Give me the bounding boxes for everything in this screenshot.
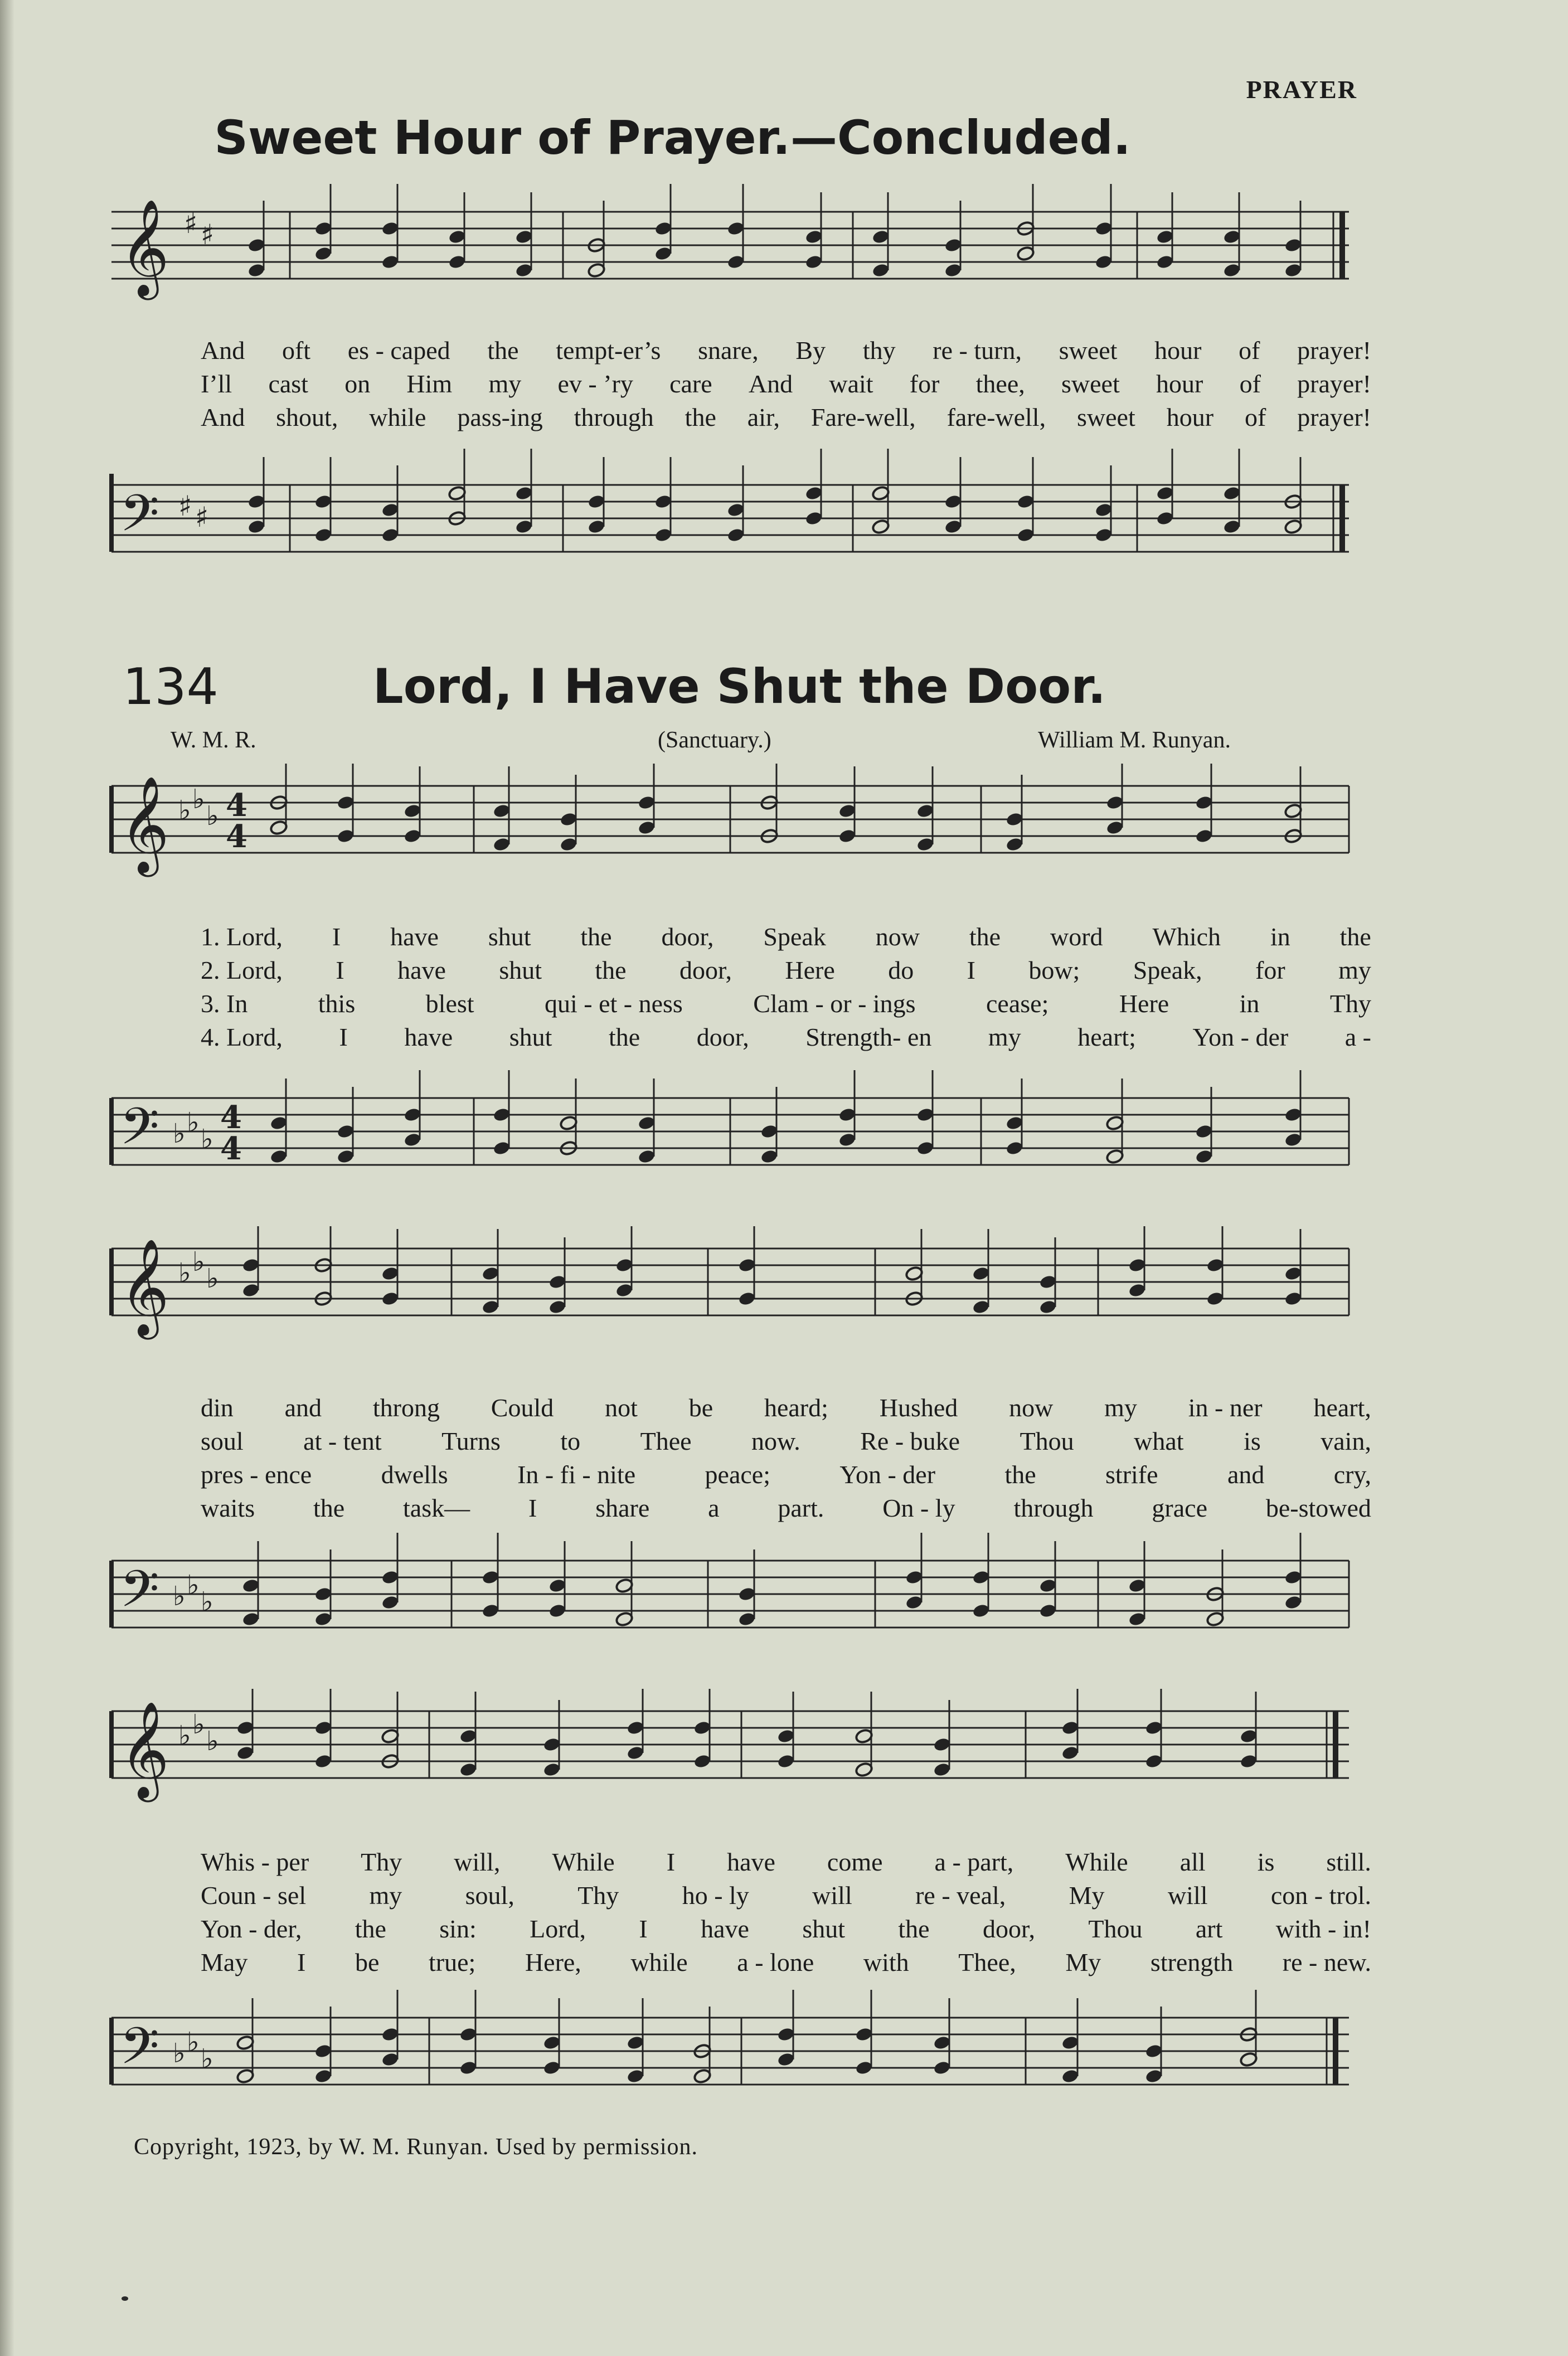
- lyric-word: din: [201, 1393, 234, 1422]
- lyric-word: Yon - der: [839, 1460, 936, 1489]
- lyric-word: Hushed: [879, 1393, 958, 1422]
- prev-hymn-lyrics: [201, 333, 1371, 434]
- lyric-word: door,: [696, 1022, 749, 1051]
- system-3-bass-staff: [0, 1979, 1568, 2118]
- hymn-title: Lord, I Have Shut the Door.: [372, 659, 1106, 715]
- lyric-word: of: [1239, 369, 1261, 398]
- lyric-word: oft: [281, 336, 311, 365]
- lyric-word: And: [748, 369, 793, 398]
- lyric-word: I: [639, 1914, 648, 1943]
- lyric-word: this: [318, 989, 356, 1018]
- system-3-lyrics: [201, 1845, 1371, 1979]
- section-tag: PRAYER: [1246, 75, 1357, 104]
- system-1-verse-1: [201, 920, 1371, 953]
- lyric-word: while: [369, 402, 426, 431]
- svg-text:𝄢: 𝄢: [120, 484, 159, 555]
- lyric-word: I: [528, 1493, 537, 1522]
- system-2-verse-4: [201, 1491, 1371, 1524]
- svg-text:♯: ♯: [201, 218, 215, 251]
- svg-text:𝄢: 𝄢: [120, 1097, 159, 1168]
- prev-lyric-line-2: [201, 367, 1371, 400]
- lyric-word: cry,: [1333, 1460, 1371, 1489]
- system-2-lyrics: [201, 1391, 1371, 1524]
- svg-text:♭: ♭: [206, 1263, 219, 1294]
- lyric-word: and: [1227, 1460, 1265, 1489]
- lyric-word: door,: [661, 922, 714, 951]
- system-1-verse-2: [201, 953, 1371, 987]
- prev-treble-staff: [0, 184, 1568, 351]
- system-2-verse-2: [201, 1424, 1371, 1458]
- lyric-word: sin:: [439, 1914, 477, 1943]
- lyric-word: on: [344, 369, 371, 398]
- lyric-word: shut: [488, 922, 531, 951]
- lyric-word: Thee: [640, 1426, 692, 1455]
- lyric-word: with: [863, 1947, 909, 1976]
- svg-text:♭: ♭: [192, 784, 205, 815]
- system-1-verse-4: [201, 1020, 1371, 1053]
- lyric-word: Here: [785, 955, 835, 984]
- svg-text:♭: ♭: [173, 1581, 186, 1612]
- lyric-word: the: [313, 1493, 345, 1522]
- lyric-word: the: [487, 336, 519, 365]
- lyric-word: dwells: [381, 1460, 448, 1489]
- lyric-word: door,: [679, 955, 732, 984]
- lyric-word: es - caped: [347, 336, 450, 365]
- lyric-word: While: [1065, 1847, 1128, 1876]
- system-3-verse-4: [201, 1945, 1371, 1979]
- lyric-word: will,: [454, 1847, 501, 1876]
- lyric-word: of: [1239, 336, 1260, 365]
- svg-text:𝄞: 𝄞: [120, 1701, 169, 1798]
- lyric-word: sweet: [1061, 369, 1120, 398]
- lyric-word: shut: [499, 955, 542, 984]
- svg-text:𝄢: 𝄢: [120, 2017, 159, 2088]
- lyric-word: 3. In: [201, 989, 248, 1018]
- lyric-word: soul,: [465, 1881, 514, 1910]
- svg-text:4: 4: [220, 1099, 242, 1136]
- svg-text:♭: ♭: [178, 1720, 191, 1751]
- copyright-notice: Copyright, 1923, by W. M. Runyan. Used by permission.: [134, 2134, 698, 2160]
- lyric-word: now: [875, 922, 920, 951]
- lyric-word: qui - et - ness: [545, 989, 683, 1018]
- system-3-verse-2: [201, 1878, 1371, 1912]
- lyric-word: will: [812, 1881, 852, 1910]
- svg-text:4: 4: [226, 787, 247, 824]
- svg-text:4: 4: [220, 1130, 242, 1167]
- lyric-word: Turns: [441, 1426, 501, 1455]
- lyric-word: have: [397, 955, 446, 984]
- prev-lyric-line-3: [201, 400, 1371, 434]
- svg-text:♭: ♭: [192, 1246, 205, 1277]
- lyric-word: be-stowed: [1265, 1493, 1371, 1522]
- system-2-bass-staff: [0, 1522, 1568, 1661]
- lyric-word: care: [669, 369, 712, 398]
- lyric-word: the: [1339, 922, 1371, 951]
- lyric-word: my: [1338, 955, 1371, 984]
- lyric-word: re - turn,: [933, 336, 1022, 365]
- lyric-word: Yon - der,: [201, 1914, 302, 1943]
- prev-lyric-line-1: [201, 333, 1371, 367]
- lyric-word: My: [1069, 1881, 1105, 1910]
- lyric-word: I: [339, 1022, 348, 1051]
- lyric-word: My: [1065, 1947, 1101, 1976]
- lyric-word: heart,: [1313, 1393, 1371, 1422]
- lyric-word: sweet: [1059, 336, 1118, 365]
- lyric-word: waits: [201, 1493, 255, 1522]
- lyric-word: door,: [982, 1914, 1035, 1943]
- lyric-word: While: [552, 1847, 615, 1876]
- svg-text:𝄞: 𝄞: [120, 199, 169, 296]
- lyric-word: now: [1009, 1393, 1054, 1422]
- lyric-word: share: [595, 1493, 650, 1522]
- lyric-word: fare-well,: [946, 402, 1046, 431]
- lyric-word: heard;: [764, 1393, 828, 1422]
- lyric-word: thy: [862, 336, 896, 365]
- lyric-word: Re - buke: [860, 1426, 960, 1455]
- lyric-word: Here: [1119, 989, 1169, 1018]
- lyric-word: blest: [425, 989, 474, 1018]
- lyric-word: hour: [1166, 402, 1214, 431]
- lyric-word: my: [488, 369, 522, 398]
- svg-text:♭: ♭: [187, 2027, 200, 2058]
- lyric-word: all: [1179, 1847, 1206, 1876]
- lyric-word: cast: [268, 369, 308, 398]
- lyric-word: Thou: [1088, 1914, 1143, 1943]
- lyric-word: I’ll: [201, 369, 232, 398]
- lyric-word: the: [595, 955, 627, 984]
- lyric-word: Coun - sel: [201, 1881, 307, 1910]
- lyric-word: the: [685, 402, 716, 431]
- svg-text:♭: ♭: [206, 1726, 219, 1757]
- svg-text:♯: ♯: [184, 207, 198, 240]
- svg-text:♯: ♯: [195, 501, 209, 533]
- lyric-word: at - tent: [303, 1426, 382, 1455]
- lyric-word: I: [666, 1847, 676, 1876]
- lyric-word: not: [605, 1393, 638, 1422]
- lyric-word: 4. Lord,: [201, 1022, 283, 1051]
- lyric-word: a - part,: [934, 1847, 1014, 1876]
- lyric-word: vain,: [1321, 1426, 1371, 1455]
- lyric-word: art: [1195, 1914, 1223, 1943]
- lyric-word: in: [1239, 989, 1260, 1018]
- system-3-verse-1: [201, 1845, 1371, 1878]
- lyric-word: cease;: [986, 989, 1049, 1018]
- lyric-word: throng: [372, 1393, 440, 1422]
- lyric-word: of: [1244, 402, 1266, 431]
- lyric-word: May: [201, 1947, 248, 1976]
- lyric-word: wait: [829, 369, 873, 398]
- lyric-word: have: [404, 1022, 453, 1051]
- system-3-treble-staff: [0, 1689, 1568, 1828]
- lyric-word: re - new.: [1282, 1947, 1371, 1976]
- lyric-word: is: [1257, 1847, 1275, 1876]
- prev-bass-staff: [0, 446, 1568, 613]
- lyric-word: hour: [1156, 369, 1203, 398]
- lyric-word: still.: [1326, 1847, 1371, 1876]
- lyric-word: Thou: [1020, 1426, 1074, 1455]
- lyric-word: shout,: [276, 402, 338, 431]
- lyric-word: Yon - der: [1192, 1022, 1289, 1051]
- lyric-word: task—: [403, 1493, 470, 1522]
- lyric-word: I: [336, 955, 344, 984]
- lyric-word: do: [888, 955, 914, 984]
- lyric-word: in: [1270, 922, 1290, 951]
- lyric-word: have: [390, 922, 439, 951]
- lyric-word: And: [201, 402, 245, 431]
- lyric-word: heart;: [1077, 1022, 1136, 1051]
- lyric-word: re - veal,: [915, 1881, 1006, 1910]
- system-2-verse-3: [201, 1458, 1371, 1491]
- lyric-word: the: [898, 1914, 930, 1943]
- lyric-word: grace: [1152, 1493, 1207, 1522]
- svg-text:4: 4: [226, 818, 247, 855]
- svg-text:𝄞: 𝄞: [120, 1238, 169, 1335]
- lyric-word: Thee,: [958, 1947, 1016, 1976]
- lyric-word: my: [369, 1881, 402, 1910]
- lyric-word: Here,: [525, 1947, 581, 1976]
- lyric-word: prayer!: [1297, 336, 1371, 365]
- lyric-word: I: [297, 1947, 306, 1976]
- system-3-verse-3: [201, 1912, 1371, 1945]
- svg-text:♭: ♭: [201, 1124, 213, 1155]
- lyric-word: I: [332, 922, 341, 951]
- lyric-word: air,: [747, 402, 780, 431]
- lyric-word: the: [355, 1914, 386, 1943]
- lyric-word: will: [1167, 1881, 1208, 1910]
- lyric-word: tempt-er’s: [556, 336, 661, 365]
- lyric-word: peace;: [705, 1460, 770, 1489]
- lyric-word: with - in!: [1275, 1914, 1371, 1943]
- lyric-word: strength: [1150, 1947, 1234, 1976]
- lyric-word: 1. Lord,: [201, 922, 283, 951]
- svg-text:𝄢: 𝄢: [120, 1560, 159, 1631]
- svg-text:♭: ♭: [173, 1118, 186, 1149]
- hymn-subtitle: (Sanctuary.): [658, 727, 771, 753]
- svg-text:𝄞: 𝄞: [120, 776, 169, 873]
- lyric-word: Strength- en: [805, 1022, 932, 1051]
- lyric-word: Lord,: [530, 1914, 586, 1943]
- lyric-word: shut: [509, 1022, 552, 1051]
- system-1-lyrics: [201, 920, 1371, 1053]
- lyric-word: the: [1004, 1460, 1036, 1489]
- lyric-word: Clam - or - ings: [753, 989, 916, 1018]
- lyric-word: Speak: [763, 922, 826, 951]
- lyric-word: prayer!: [1297, 369, 1371, 398]
- lyric-word: and: [284, 1393, 322, 1422]
- lyric-word: In - fi - nite: [517, 1460, 636, 1489]
- lyric-word: pass-ing: [457, 402, 543, 431]
- page-speck: [122, 2296, 128, 2301]
- lyric-word: come: [827, 1847, 883, 1876]
- lyric-word: On - ly: [882, 1493, 955, 1522]
- svg-text:♭: ♭: [173, 2038, 186, 2069]
- lyric-word: in - ner: [1188, 1393, 1263, 1422]
- lyric-word: By: [795, 336, 826, 365]
- lyric-word: soul: [201, 1426, 244, 1455]
- lyric-word: And: [201, 336, 245, 365]
- lyric-word: con - trol.: [1270, 1881, 1371, 1910]
- lyric-word: Thy: [361, 1847, 402, 1876]
- lyric-word: Speak,: [1133, 955, 1202, 984]
- lyric-word: a -: [1344, 1022, 1371, 1051]
- lyric-word: 2. Lord,: [201, 955, 283, 984]
- lyric-word: what: [1134, 1426, 1184, 1455]
- lyric-word: my: [988, 1022, 1021, 1051]
- svg-text:♭: ♭: [187, 1570, 200, 1601]
- lyric-word: bow;: [1028, 955, 1080, 984]
- lyric-word: through: [1013, 1493, 1094, 1522]
- lyric-word: prayer!: [1297, 402, 1371, 431]
- lyric-word: ev - ’ry: [557, 369, 633, 398]
- lyric-word: the: [580, 922, 612, 951]
- lyric-word: pres - ence: [201, 1460, 312, 1489]
- lyric-word: now.: [751, 1426, 800, 1455]
- lyric-word: sweet: [1077, 402, 1135, 431]
- lyric-word: a - lone: [737, 1947, 814, 1976]
- lyric-word: for: [909, 369, 940, 398]
- lyric-word: part.: [778, 1493, 824, 1522]
- previous-hymn-title: Sweet Hour of Prayer.—Concluded.: [214, 110, 1131, 165]
- lyric-word: I: [967, 955, 975, 984]
- lyric-word: ho - ly: [682, 1881, 749, 1910]
- lyric-word: the: [969, 922, 1001, 951]
- lyric-word: Thy: [1329, 989, 1371, 1018]
- lyric-word: be: [355, 1947, 380, 1976]
- lyric-word: Which: [1152, 922, 1221, 951]
- system-2-treble-staff: [0, 1226, 1568, 1366]
- lyric-word: snare,: [698, 336, 759, 365]
- lyric-word: a: [708, 1493, 720, 1522]
- svg-text:♭: ♭: [178, 795, 191, 826]
- lyric-word: have: [701, 1914, 749, 1943]
- hymn-number: 134: [123, 658, 219, 716]
- lyric-word: through: [574, 402, 654, 431]
- lyric-word: thee,: [975, 369, 1025, 398]
- svg-text:♭: ♭: [192, 1709, 205, 1740]
- lyric-word: the: [608, 1022, 640, 1051]
- lyric-word: is: [1244, 1426, 1261, 1455]
- lyric-word: word: [1050, 922, 1103, 951]
- svg-text:♭: ♭: [201, 1586, 213, 1617]
- lyric-word: while: [630, 1947, 688, 1976]
- svg-text:♯: ♯: [178, 490, 192, 522]
- lyric-word: true;: [429, 1947, 476, 1976]
- svg-text:♭: ♭: [206, 800, 219, 832]
- system-1-treble-staff: [0, 764, 1568, 903]
- svg-text:♭: ♭: [178, 1257, 191, 1289]
- lyric-word: Him: [406, 369, 453, 398]
- system-1-verse-3: [201, 987, 1371, 1020]
- lyric-word: be: [688, 1393, 713, 1422]
- system-1-bass-staff: [0, 1059, 1568, 1198]
- system-2-verse-1: [201, 1391, 1371, 1424]
- lyric-word: shut: [802, 1914, 846, 1943]
- svg-text:♭: ♭: [201, 2043, 213, 2075]
- lyric-word: Could: [491, 1393, 554, 1422]
- lyric-word: have: [727, 1847, 775, 1876]
- music-by: William M. Runyan.: [1038, 727, 1231, 753]
- lyric-word: strife: [1105, 1460, 1158, 1489]
- svg-text:♭: ♭: [187, 1107, 200, 1138]
- lyric-word: Fare-well,: [810, 402, 916, 431]
- lyric-word: Thy: [577, 1881, 619, 1910]
- lyric-word: Whis - per: [201, 1847, 309, 1876]
- lyric-word: my: [1104, 1393, 1137, 1422]
- lyric-word: to: [560, 1426, 581, 1455]
- lyric-word: hour: [1154, 336, 1202, 365]
- words-by: W. M. R.: [171, 727, 256, 753]
- lyric-word: for: [1255, 955, 1285, 984]
